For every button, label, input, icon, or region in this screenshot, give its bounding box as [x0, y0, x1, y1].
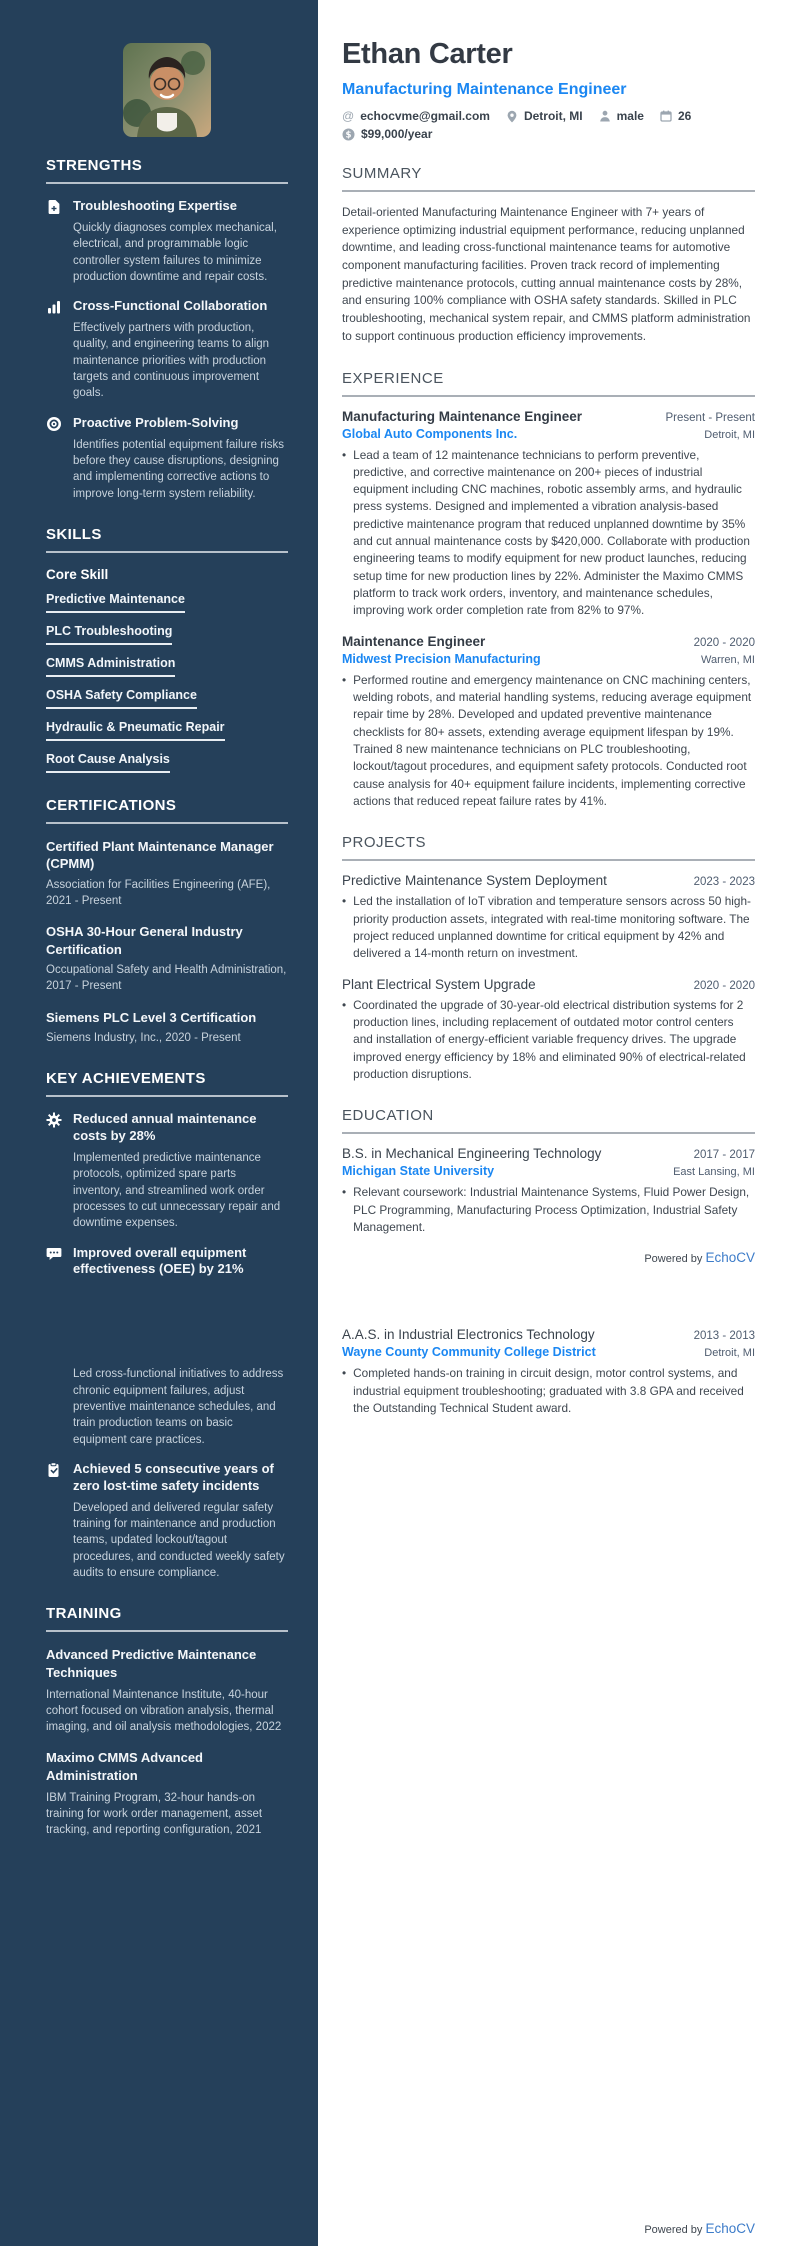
training-desc: International Maintenance Institute, 40-hour cohort focused on vibration analysis, thermal imaging, and oil analysis methodologies, 2022	[46, 1688, 282, 1734]
contact-row	[342, 109, 755, 123]
training-item	[46, 1646, 288, 1735]
strength-item	[46, 298, 288, 402]
divider	[46, 551, 288, 553]
skill-item: Predictive Maintenance	[46, 592, 185, 613]
education-section	[342, 1107, 755, 1417]
project-dates: 2020 - 2020	[693, 979, 755, 992]
training-name: Advanced Predictive Maintenance Techniques	[46, 1647, 257, 1680]
bar-chart-icon	[46, 298, 62, 402]
achievement-desc: Led cross-functional initiatives to address chronic equipment failures, adjust preventive maintenance schedules, and train production teams on basic equipment care practices.	[73, 1368, 284, 1446]
strength-desc: Quickly diagnoses complex mechanical, electrical, and programmable logic controller system failures to minimize production downtime and repair costs.	[73, 221, 277, 283]
echocv-brand[interactable]: EchoCV	[705, 1250, 755, 1266]
education-entry	[342, 1146, 755, 1236]
education-degree: A.A.S. in Industrial Electronics Technology	[342, 1327, 595, 1343]
powered-by-text: Powered by	[644, 2224, 706, 2236]
gear-icon	[46, 1111, 62, 1231]
education-dates: 2017 - 2017	[693, 1149, 755, 1162]
education-heading: EDUCATION	[342, 1107, 434, 1125]
location-value: Detroit, MI	[523, 109, 583, 123]
divider	[342, 395, 755, 397]
education-bullet: • Completed hands-on training in circuit design, motor control systems, and industrial equipment troubleshooting; graduated with 3.8 GPA and received the Outstanding Technical Student award.	[353, 1366, 744, 1415]
sidebar	[0, 0, 318, 2246]
certification-org: Occupational Safety and Health Administration, 2017 - Present	[46, 964, 287, 993]
certification-item	[46, 923, 288, 994]
divider	[46, 1630, 288, 1632]
strength-title: Proactive Problem-Solving	[73, 414, 239, 430]
skill-item: OSHA Safety Compliance	[46, 688, 197, 709]
skill-item: Hydraulic & Pneumatic Repair	[46, 720, 225, 741]
achievement-desc: Developed and delivered regular safety training for maintenance and production teams, updated lockout/tagout procedures, and conducted weekly safety audits to ensure compliance.	[73, 1501, 285, 1580]
profile-photo	[123, 43, 211, 137]
achievement-title: Reduced annual maintenance costs by 28%	[73, 1111, 257, 1144]
certification-item	[46, 1009, 288, 1047]
age-item	[660, 109, 691, 123]
divider	[46, 1095, 288, 1097]
person-name: Ethan Carter	[342, 38, 513, 70]
divider	[46, 822, 288, 824]
summary-text: Detail-oriented Manufacturing Maintenance Engineer with 7+ years of experience optimizing industrial equipment performance, reducing unplanned downtime, and leading cross-functional maintenance teams for automotive component manufacturing facilities. Proven track record of implementing predictive maintenance protocols, cutting annual maintenance costs by 28%, and ensuring 100% compliance with OSHA safety standards. Skilled in PLC troubleshooting, mechanical system repair, and CMMS platform administration to support continuous production efficiency improvements.	[342, 205, 751, 343]
powered-by-text: Powered by	[644, 1253, 706, 1266]
skills-heading: SKILLS	[46, 525, 102, 543]
project-bullet: • Led the installation of IoT vibration and temperature sensors across 50 high-priority production assets, integrated with real-time monitoring software. The project reduced unplanned downtime for critical equipment by 42% and delivered a 14-month return on investment.	[353, 894, 751, 961]
skills-group-label: Core Skill	[46, 566, 109, 582]
project-entry	[342, 977, 755, 1084]
contact-row-2	[342, 127, 755, 141]
achievement-item	[46, 1111, 288, 1231]
education-school-link[interactable]: Michigan State University	[342, 1164, 495, 1179]
location-item	[506, 109, 583, 123]
job-dates: Present - Present	[665, 411, 755, 424]
summary-heading: SUMMARY	[342, 165, 422, 182]
job-company-link[interactable]: Midwest Precision Manufacturing	[342, 651, 541, 666]
skills-section	[46, 526, 288, 773]
project-bullet: • Coordinated the upgrade of 30-year-old electrical distribution systems for 2 production lines, including replacement of outdated motor control centers and installation of energy-efficient variable frequency drives. The upgrade improved energy efficiency by 18% and eliminated 90% of electrical-related production disruptions.	[353, 997, 746, 1082]
target-icon	[46, 415, 62, 502]
at-icon: @	[342, 109, 355, 123]
powered-by-footer-page2	[644, 2221, 755, 2236]
salary-value: $99,000/year	[361, 127, 433, 141]
certifications-section	[46, 797, 288, 1046]
certification-name: OSHA 30-Hour General Industry Certification	[46, 924, 243, 957]
skills-list	[46, 592, 288, 773]
divider	[342, 1132, 755, 1134]
skill-item: Root Cause Analysis	[46, 752, 170, 773]
job-location: Warren, MI	[701, 653, 755, 666]
strength-item	[46, 415, 288, 502]
certification-name: Siemens PLC Level 3 Certification	[46, 1009, 257, 1025]
email-item	[342, 109, 490, 123]
strength-title: Cross-Functional Collaboration	[73, 298, 268, 314]
education-dates: 2013 - 2013	[693, 1330, 755, 1343]
training-item	[46, 1749, 288, 1838]
certification-org: Association for Facilities Engineering (AFE), 2021 - Present	[46, 879, 271, 908]
gender-item	[599, 109, 644, 123]
strengths-heading: STRENGTHS	[46, 157, 143, 174]
training-desc: IBM Training Program, 32-hour hands-on training for work order management, asset tracking, and reporting configuration, 2021	[46, 1791, 263, 1837]
svg-text:$: $	[345, 129, 352, 140]
key-achievements-section	[46, 1070, 288, 1581]
divider	[342, 859, 755, 861]
salary-item	[342, 127, 432, 141]
experience-entry	[342, 409, 755, 620]
strength-desc: Effectively partners with production, quality, and engineering teams to align maintenance priorities with production targets and continuous improvement goals.	[73, 322, 270, 400]
project-name: Plant Electrical System Upgrade	[342, 976, 536, 992]
key-achievements-heading: KEY ACHIEVEMENTS	[46, 1070, 206, 1088]
location-pin-icon	[506, 110, 518, 123]
main-content	[318, 0, 794, 2246]
projects-heading: PROJECTS	[342, 834, 427, 852]
education-degree: B.S. in Mechanical Engineering Technology	[342, 1146, 602, 1162]
achievement-desc: Implemented predictive maintenance protocols, optimized spare parts inventory, and streamlined work order processes to cut unnecessary repair and downtime expenses.	[73, 1151, 281, 1230]
skill-item: CMMS Administration	[46, 656, 175, 677]
speech-bubble-icon	[46, 1245, 62, 1448]
job-role: Manufacturing Maintenance Engineer	[342, 408, 583, 424]
training-section	[46, 1605, 288, 1838]
certification-name: Certified Plant Maintenance Manager (CPMM)	[46, 838, 274, 872]
age-value: 26	[677, 109, 692, 123]
experience-section	[342, 370, 755, 811]
certification-item	[46, 838, 288, 909]
training-heading: TRAINING	[46, 1605, 122, 1623]
education-entry	[342, 1327, 755, 1417]
education-location: East Lansing, MI	[673, 1166, 755, 1179]
job-bullet: • Performed routine and emergency maintenance on CNC machining centers, welding robots, and material handling systems, reducing average equipment repair time by 28%. Developed and updated preventive maintenance checklists for 80+ assets, extending average equipment lifespan by 19%. Trained 8 new maintenance technicians on PLC troubleshooting, lockout/tagout procedures, and equipment safety protocols. Conducted root cause analysis for 40+ equipment failure incidents, implementing corrective actions that reduced repeat failure rates by 41%.	[353, 672, 752, 809]
job-bullet: • Lead a team of 12 maintenance technicians to perform preventive, predictive, and corrective maintenance on 200+ pieces of industrial equipment including CNC machines, robotic assembly arms, and hydraulic press systems. Designed and implemented a vibration analysis-based predictive maintenance program that reduced unplanned downtime by 35% and cut annual maintenance costs by $420,000. Collaborate with production engineering teams to modify equipment for new product launches, reducing setup time for new production lines by 22%. Administer the Maximo CMMS platform to track work orders, inventory, and maintenance schedules, improving work order completion rate from 82% to 97%.	[353, 447, 750, 618]
divider	[46, 182, 288, 184]
project-entry	[342, 873, 755, 962]
document-plus-icon	[46, 198, 62, 285]
achievement-item	[46, 1245, 288, 1448]
project-dates: 2023 - 2023	[693, 876, 755, 889]
education-school-link[interactable]: Wayne County Community College District	[342, 1345, 596, 1360]
certifications-heading: CERTIFICATIONS	[46, 796, 177, 814]
email-value: echocvme@gmail.com	[360, 109, 490, 123]
strength-desc: Identifies potential equipment failure risks before they cause disruptions, designing and implementing corrective actions to improve long-term system reliability.	[73, 438, 284, 500]
projects-section	[342, 834, 755, 1083]
strengths-section	[46, 157, 288, 502]
echocv-brand[interactable]: EchoCV	[705, 2221, 755, 2236]
job-dates: 2020 - 2020	[693, 636, 755, 649]
summary-section	[342, 165, 755, 346]
job-location: Detroit, MI	[704, 428, 755, 441]
job-role: Maintenance Engineer	[342, 633, 486, 649]
achievement-item	[46, 1461, 288, 1581]
education-location: Detroit, MI	[704, 1347, 755, 1360]
gender-value: male	[616, 109, 644, 123]
experience-heading: EXPERIENCE	[342, 369, 444, 387]
training-name: Maximo CMMS Advanced Administration	[46, 1750, 203, 1784]
education-bullet: • Relevant coursework: Industrial Maintenance Systems, Fluid Power Design, PLC Programming, Manufacturing Process Optimization, Industrial Safety Management.	[353, 1185, 750, 1235]
person-icon	[599, 110, 611, 122]
certification-org: Siemens Industry, Inc., 2020 - Present	[46, 1032, 241, 1045]
person-title: Manufacturing Maintenance Engineer	[342, 81, 627, 98]
achievement-title: Improved overall equipment effectiveness (OEE) by 21%	[73, 1244, 247, 1277]
money-icon	[342, 128, 355, 141]
powered-by-footer-page1	[342, 1250, 755, 1265]
divider	[342, 190, 755, 192]
strength-item	[46, 198, 288, 285]
experience-entry	[342, 634, 755, 811]
clipboard-check-icon	[46, 1461, 62, 1581]
job-company-link[interactable]: Global Auto Components Inc.	[342, 426, 518, 441]
project-name: Predictive Maintenance System Deployment	[342, 873, 607, 889]
calendar-icon	[660, 110, 672, 122]
achievement-title: Achieved 5 consecutive years of zero lost-time safety incidents	[73, 1460, 274, 1493]
skill-item: PLC Troubleshooting	[46, 624, 172, 645]
strength-title: Troubleshooting Expertise	[73, 198, 237, 213]
